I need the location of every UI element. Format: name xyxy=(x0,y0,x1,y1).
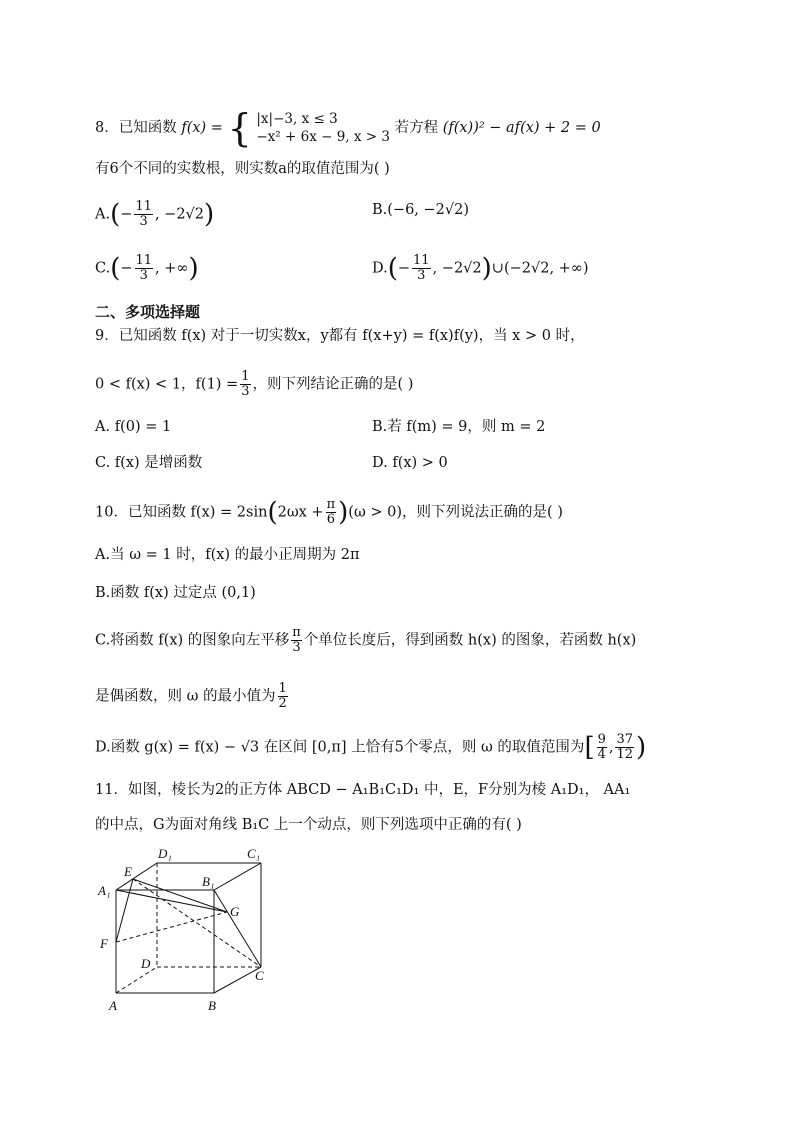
q8-option-d-tail: , −2√2 xyxy=(432,260,482,277)
q10-option-c-frac-den: 3 xyxy=(292,640,301,655)
label-e: E xyxy=(124,864,132,879)
q10-question: (ω > 0)，则下列说法正确的是( ) xyxy=(348,504,563,521)
q10-option-c-half-num: 1 xyxy=(278,681,287,696)
q10-option-c-half-den: 2 xyxy=(278,696,287,711)
q9-option-d: D. f(x) > 0 xyxy=(372,455,448,471)
q10-option-d-den2: 12 xyxy=(616,747,634,762)
q8-option-d: D.(− $\frac{11}{3}$ , −2√2)∪(−2√2, +∞) xyxy=(372,253,589,284)
q8-option-b-text: (−6, −2√2) xyxy=(387,202,470,218)
q10-option-c-half xyxy=(278,682,288,711)
label-b: B xyxy=(208,998,216,1013)
q10-option-b: B.函数 f(x) 过定点 (0,1) xyxy=(95,585,256,601)
q8-cond: 若方程 xyxy=(394,120,439,136)
q9-option-a: A. f(0) = 1 xyxy=(95,419,172,435)
q8-option-a-label: A. xyxy=(95,206,111,223)
q10-option-d-den1: 4 xyxy=(597,747,606,762)
q10-frac xyxy=(326,498,337,527)
q10-option-c-part1: C.将函数 f(x) 的图象向左平移 xyxy=(95,632,290,649)
q10-option-c-part3: 是偶函数，则 ω 的最小值为 xyxy=(95,688,276,705)
q10-option-c-line1 xyxy=(95,626,636,655)
q11-stem-line1: 11．如图，棱长为2的正方体 ABCD − A₁B₁C₁D₁ 中，E，F分别为棱 A₁D₁， AA₁ xyxy=(95,782,631,798)
q10-option-c-frac-num: π xyxy=(292,625,301,640)
q8-option-c-den: 3 xyxy=(139,268,148,283)
q8-brace: { xyxy=(227,106,252,150)
section-title-multiple-choice: 二、多项选择题 xyxy=(95,303,201,321)
q9-frac xyxy=(240,370,250,399)
diagonal-b1-c xyxy=(214,890,261,967)
q10-frac-num: π xyxy=(326,497,336,512)
label-c: C xyxy=(255,968,264,983)
label-a: A xyxy=(109,998,117,1013)
q10-frac-den: 6 xyxy=(326,512,335,527)
q8-option-a-den: 3 xyxy=(139,214,148,229)
label-d1: D₁ xyxy=(158,846,172,861)
q10-option-d-frac1 xyxy=(597,733,607,762)
edge-b1-c1 xyxy=(214,863,261,890)
label-a1: A₁ xyxy=(98,883,111,898)
q10-option-d-text: D.函数 g(x) = f(x) − √3 在区间 [0,π] 上恰有5个零点，则 ω 的取值范围为 xyxy=(95,739,585,756)
q9-question: ，则下列结论正确的是( ) xyxy=(252,376,414,393)
q8-option-d-label: D. xyxy=(372,260,388,277)
q8-option-d-den: 3 xyxy=(417,268,426,283)
q8-option-c: C.(− $\frac{11}{3}$ , +∞) xyxy=(95,253,199,284)
q8-option-a: A.(− $\frac{11}{3}$ , −2√2) xyxy=(95,199,215,230)
label-d: D xyxy=(141,956,151,971)
q8-option-d-num: 11 xyxy=(413,253,430,268)
hidden-line-e-c xyxy=(133,879,261,967)
q8-stem-line1 xyxy=(95,106,601,150)
cube-figure xyxy=(90,840,290,1020)
q10-option-d-frac2 xyxy=(615,733,634,762)
q8-option-a-num: 11 xyxy=(135,199,152,214)
q8-number: 8．已知函数 xyxy=(95,120,177,136)
q8-equation: (f(x))² − af(x) + 2 = 0 xyxy=(442,120,601,136)
q8-case2: −x² + 6x − 9, x > 3 xyxy=(256,129,390,145)
q8-option-a-frac xyxy=(134,200,153,229)
hidden-edge-a-d xyxy=(116,967,157,993)
q8-option-d-union: ∪(−2√2, +∞) xyxy=(491,260,589,277)
q10-option-d-num2: 37 xyxy=(616,732,634,747)
edge-b-c xyxy=(214,967,261,993)
q9-option-c: C. f(x) 是增函数 xyxy=(95,455,203,471)
q8-option-d-frac xyxy=(412,254,431,283)
q8-option-c-tail: , +∞ xyxy=(155,260,189,277)
q11-stem-line2: 的中点，G为面对角线 B₁C 上一个动点，则下列选项中正确的有( ) xyxy=(95,817,522,833)
q8-option-c-num: 11 xyxy=(135,253,153,268)
q8-stem-line2: 有6个不同的实数根，则实数a的取值范围为( ) xyxy=(95,161,390,177)
q10-function: 10．已知函数 f(x) = 2sin xyxy=(95,504,268,521)
q10-option-a: A.当 ω = 1 时，f(x) 的最小正周期为 2π xyxy=(95,547,360,563)
q8-option-a-tail: , −2√2 xyxy=(154,206,205,223)
q10-arg: 2ωx + xyxy=(277,504,324,521)
q8-option-c-label: C. xyxy=(95,260,111,277)
q9-stem-line1: 9．已知函数 f(x) 对于一切实数x，y都有 f(x+y) = f(x)f(y)，当 x > 0 时， xyxy=(95,328,585,344)
hidden-line-f-g xyxy=(116,912,227,942)
q10-option-c-frac xyxy=(291,626,302,655)
q9-frac-num: 1 xyxy=(241,369,250,384)
edge-a1-d1 xyxy=(116,863,157,890)
q10-option-c-part2: 个单位长度后，得到函数 h(x) 的图象，若函数 h(x) xyxy=(303,632,637,649)
label-f: F xyxy=(100,936,108,951)
label-c1: C₁ xyxy=(247,846,261,861)
q8-cases xyxy=(256,110,390,146)
label-g: G xyxy=(230,904,240,919)
q10-option-d: D.函数 g(x) = f(x) − √3 在区间 [0,π] 上恰有5个零点，则 ω 的取值范围为[ $\frac{9}{4}$ , $\frac{37}{12}$ ) xyxy=(95,732,647,763)
q10-option-c-line2 xyxy=(95,682,290,711)
q10-stem: 10．已知函数 f(x) = 2sin(2ωx + $\frac{\pi}{6}$ )(ω > 0)，则下列说法正确的是( ) xyxy=(95,497,563,528)
q8-option-b-label: B. xyxy=(372,202,388,218)
line-a1-g xyxy=(116,890,227,912)
q8-option-c-frac xyxy=(135,254,154,283)
q9-stem-line2 xyxy=(95,370,413,399)
label-b1: B₁ xyxy=(202,874,215,889)
q10-option-d-num1: 9 xyxy=(597,732,606,747)
q8-fx: f(x) = xyxy=(181,120,223,136)
q8-option-b xyxy=(372,200,469,220)
q9-condition: 0 < f(x) < 1，f(1) = xyxy=(95,376,239,393)
q9-option-b: B.若 f(m) = 9，则 m = 2 xyxy=(372,419,546,435)
q9-frac-den: 3 xyxy=(241,384,250,399)
q8-case1: |x|−3, x ≤ 3 xyxy=(256,111,338,127)
